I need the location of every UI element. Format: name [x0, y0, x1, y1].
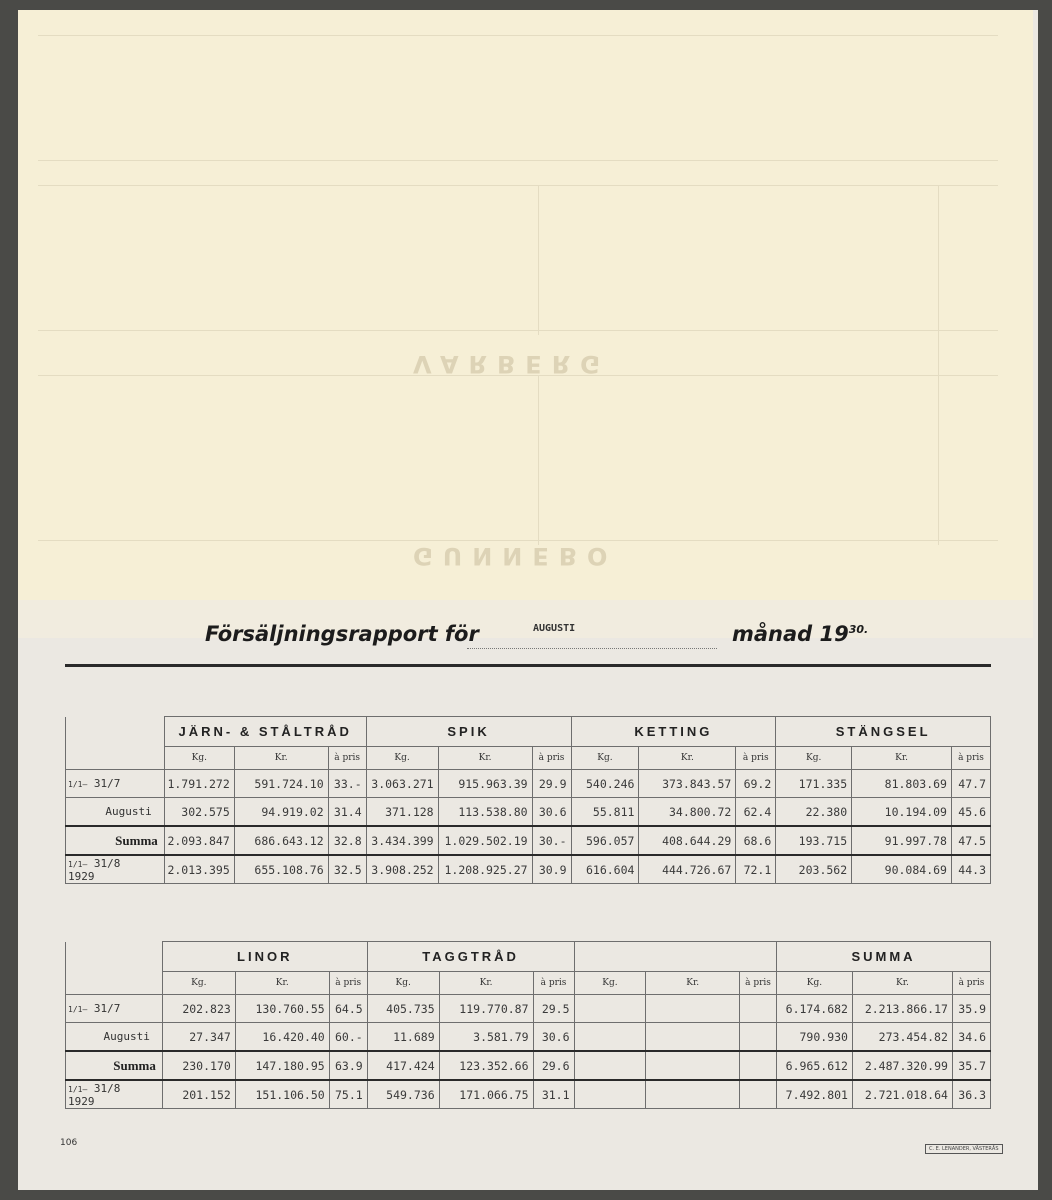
table-cell: 113.538.80 — [438, 798, 532, 827]
table-cell: 6.174.682 — [777, 995, 853, 1023]
group-header: KETTING — [571, 717, 776, 747]
group-header: TAGGTRÅD — [367, 942, 574, 972]
table-cell: 193.715 — [776, 826, 852, 855]
table-cell: 147.180.95 — [235, 1051, 329, 1080]
table-cell: 16.420.40 — [235, 1023, 329, 1052]
table-cell — [574, 1080, 646, 1109]
table-cell: 130.760.55 — [235, 995, 329, 1023]
ghost-text-gunnebo: GUNNEBO — [413, 542, 618, 570]
table-cell: 1.208.925.27 — [438, 855, 532, 884]
table-row — [66, 855, 991, 884]
table-cell: 549.736 — [367, 1080, 439, 1109]
table-cell — [574, 995, 646, 1023]
table-cell: 94.919.02 — [234, 798, 328, 827]
table-cell — [740, 1080, 777, 1109]
table-cell: 90.084.69 — [852, 855, 952, 884]
table-cell: 30.6 — [532, 798, 571, 827]
table-cell: 540.246 — [571, 770, 639, 798]
table-cell: 123.352.66 — [439, 1051, 533, 1080]
ghost-text-varberg: VARBERG — [413, 350, 610, 378]
row-label: 1/1— 31/7 — [66, 770, 165, 798]
table-cell: 30.9 — [532, 855, 571, 884]
table-cell: 64.5 — [329, 995, 367, 1023]
table-cell — [574, 1051, 646, 1080]
group-header: SPIK — [366, 717, 571, 747]
table-cell: 34.800.72 — [639, 798, 736, 827]
table-cell: 55.811 — [571, 798, 639, 827]
row-label: 1/1— 31/8 1929 — [66, 855, 165, 884]
label-column-head — [66, 942, 163, 972]
group-header — [574, 942, 776, 972]
table-row — [66, 798, 991, 827]
table-cell: 68.6 — [736, 826, 776, 855]
report-year: månad $19^{30.}$ — [732, 622, 869, 646]
label-column-head — [66, 717, 165, 747]
table-cell: 1.029.502.19 — [438, 826, 532, 855]
group-header: STÄNGSEL — [776, 717, 991, 747]
table-cell: 47.5 — [951, 826, 990, 855]
table-cell: 32.8 — [328, 826, 366, 855]
table-cell: 2.093.847 — [164, 826, 234, 855]
table-cell: 31.4 — [328, 798, 366, 827]
table-cell: 81.803.69 — [852, 770, 952, 798]
table-cell: 655.108.76 — [234, 855, 328, 884]
table-cell: 201.152 — [162, 1080, 235, 1109]
table-cell: 2.487.320.99 — [852, 1051, 952, 1080]
table-cell: 302.575 — [164, 798, 234, 827]
unit-header-row: Kg. Kr. à pris Kg. Kr. à pris Kg. Kr. à pris Kg. Kr. à pris — [66, 972, 991, 995]
table-cell: 3.063.271 — [366, 770, 438, 798]
table-row — [66, 826, 991, 855]
table-cell: 63.9 — [329, 1051, 367, 1080]
table-cell: 91.997.78 — [852, 826, 952, 855]
month-fill-line — [467, 648, 717, 649]
table-cell — [740, 995, 777, 1023]
table-cell: 11.689 — [367, 1023, 439, 1052]
table-row — [66, 1080, 991, 1109]
table-cell: 75.1 — [329, 1080, 367, 1109]
table-cell: 35.9 — [952, 995, 990, 1023]
table-cell: 596.057 — [571, 826, 639, 855]
table-cell: 34.6 — [952, 1023, 990, 1052]
table-cell: 60.- — [329, 1023, 367, 1052]
table-cell: 29.6 — [533, 1051, 574, 1080]
table-cell: 69.2 — [736, 770, 776, 798]
table-row — [66, 1051, 991, 1080]
row-label: Augusti — [66, 798, 165, 827]
table-cell: 27.347 — [162, 1023, 235, 1052]
table-row — [66, 770, 991, 798]
bleed-through-form — [18, 10, 1033, 603]
table-cell: 151.106.50 — [235, 1080, 329, 1109]
table-cell: 31.1 — [533, 1080, 574, 1109]
table-cell — [574, 1023, 646, 1052]
table-cell: 273.454.82 — [852, 1023, 952, 1052]
table-cell: 7.492.801 — [777, 1080, 853, 1109]
table-cell — [646, 1023, 740, 1052]
table-cell: 616.604 — [571, 855, 639, 884]
table-cell: 202.823 — [162, 995, 235, 1023]
table-cell — [740, 1051, 777, 1080]
group-header: JÄRN- & STÅLTRÅD — [164, 717, 366, 747]
table-cell: 2.213.866.17 — [852, 995, 952, 1023]
table-row — [66, 995, 991, 1023]
table-cell: 45.6 — [951, 798, 990, 827]
table-cell — [740, 1023, 777, 1052]
table-cell: 3.434.399 — [366, 826, 438, 855]
table-cell: 373.843.57 — [639, 770, 736, 798]
table-cell: 3.581.79 — [439, 1023, 533, 1052]
row-label: 1/1— 31/8 1929 — [66, 1080, 163, 1109]
table-cell: 591.724.10 — [234, 770, 328, 798]
printer-stamp: C. E. LENANDER, VÄSTERÅS — [925, 1144, 1003, 1154]
table-cell: 2.013.395 — [164, 855, 234, 884]
table-cell: 171.066.75 — [439, 1080, 533, 1109]
table-cell: 29.9 — [532, 770, 571, 798]
table-cell: 32.5 — [328, 855, 366, 884]
table-cell — [646, 1080, 740, 1109]
table-cell: 171.335 — [776, 770, 852, 798]
table-cell: 444.726.67 — [639, 855, 736, 884]
table-cell: 47.7 — [951, 770, 990, 798]
table-cell — [646, 1051, 740, 1080]
table-cell — [646, 995, 740, 1023]
table-cell: 371.128 — [366, 798, 438, 827]
table-cell: 33.- — [328, 770, 366, 798]
table-cell: 417.424 — [367, 1051, 439, 1080]
row-label: Augusti — [66, 1023, 163, 1052]
table-cell: 10.194.09 — [852, 798, 952, 827]
table-cell: 44.3 — [951, 855, 990, 884]
sales-table-2 — [65, 941, 991, 1109]
page-number: 106 — [60, 1138, 78, 1148]
sales-table-1 — [65, 716, 991, 884]
table-cell: 1.791.272 — [164, 770, 234, 798]
table-row — [66, 1023, 991, 1052]
table-cell: 29.5 — [533, 995, 574, 1023]
table-cell: 790.930 — [777, 1023, 853, 1052]
report-title: Försäljningsrapport för — [205, 622, 479, 646]
table-cell: 72.1 — [736, 855, 776, 884]
table-cell: 119.770.87 — [439, 995, 533, 1023]
table-cell: 30.- — [532, 826, 571, 855]
row-label: Summa — [66, 826, 165, 855]
table-cell: 2.721.018.64 — [852, 1080, 952, 1109]
paper-fold — [18, 600, 1033, 638]
report-month: AUGUSTI — [533, 623, 576, 634]
table-cell: 686.643.12 — [234, 826, 328, 855]
unit-header-row: Kg. Kr. à pris Kg. Kr. à pris Kg. Kr. à pris Kg. Kr. à pris — [66, 747, 991, 770]
table-cell: 30.6 — [533, 1023, 574, 1052]
row-label: Summa — [66, 1051, 163, 1080]
table-cell: 915.963.39 — [438, 770, 532, 798]
table-cell: 36.3 — [952, 1080, 990, 1109]
table-cell: 35.7 — [952, 1051, 990, 1080]
table-cell: 6.965.612 — [777, 1051, 853, 1080]
table-cell: 408.644.29 — [639, 826, 736, 855]
row-label: 1/1— 31/7 — [66, 995, 163, 1023]
table-cell: 62.4 — [736, 798, 776, 827]
table-cell: 3.908.252 — [366, 855, 438, 884]
table-cell: 22.380 — [776, 798, 852, 827]
group-header: LINOR — [162, 942, 367, 972]
table-cell: 230.170 — [162, 1051, 235, 1080]
group-header: SUMMA — [777, 942, 991, 972]
table-cell: 405.735 — [367, 995, 439, 1023]
header-rule — [65, 664, 991, 667]
table-cell: 203.562 — [776, 855, 852, 884]
